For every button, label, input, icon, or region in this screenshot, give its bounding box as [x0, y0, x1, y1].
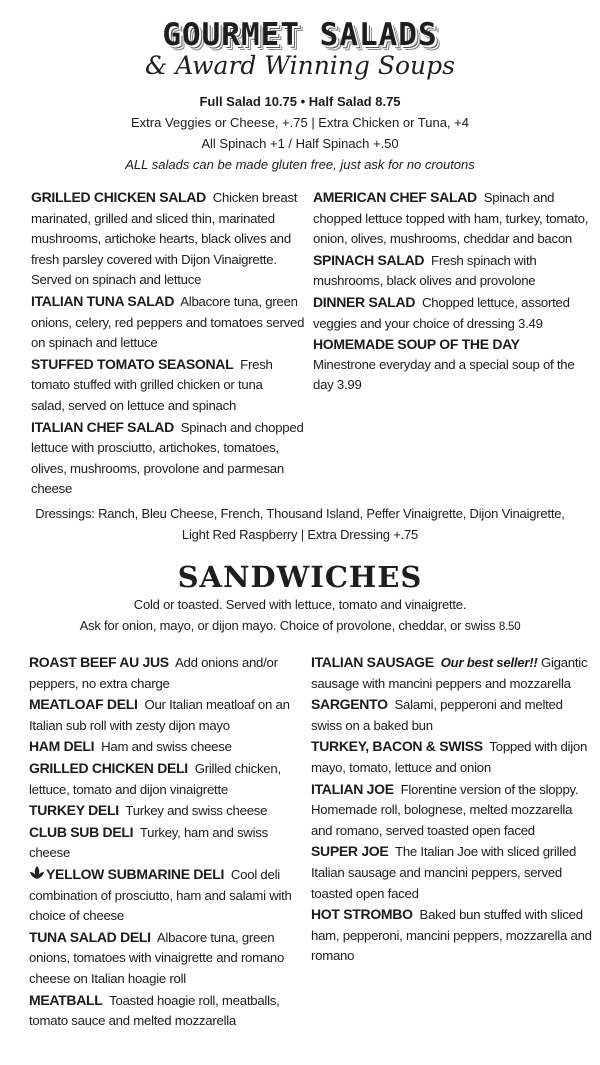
item-name: TURKEY, BACON & SWISS	[311, 738, 483, 755]
full-half-price: Full Salad 10.75 • Half Salad 8.75	[199, 94, 401, 109]
menu-item	[29, 927, 311, 990]
menu-item	[29, 758, 311, 800]
item-name: ITALIAN JOE	[311, 780, 394, 797]
item-description: Albacore tuna, green onions, celery, red peppers and tomatoes served on spinach and lettuce	[31, 293, 305, 351]
item-description: Turkey and swiss cheese	[125, 803, 268, 819]
item-description: The Italian Joe with sliced grilled Italian sausage and mancini peppers, served toasted open faced	[311, 844, 577, 901]
item-description: Toasted hoagie roll, meatballs, tomato sauce and melted mozzarella	[29, 992, 280, 1029]
item-description: Spinach and chopped lettuce with prosciutto, artichokes, tomatoes, olives, mushrooms, provolone and parmesan cheese	[31, 419, 304, 497]
item-description: Spinach and chopped lettuce topped with ham, turkey, tomato, onion, olives, mushrooms, cheddar and bacon	[313, 190, 589, 247]
menu-item	[311, 841, 593, 904]
item-description: Florentine version of the sloppy. Homemade roll, bolognese, melted mozzarella and romano, served toasted open faced	[311, 781, 579, 838]
sandwiches-intro	[0, 594, 600, 638]
item-name: DINNER SALAD	[313, 293, 416, 310]
menu-item	[31, 187, 313, 291]
item-name: ITALIAN TUNA SALAD	[31, 292, 175, 309]
menu-item	[29, 864, 311, 927]
item-description: Fresh spinach with mushrooms, black olives and provolone	[313, 252, 537, 289]
item-name: YELLOW SUBMARINE DELI	[46, 865, 225, 882]
item-name: ITALIAN CHEF SALAD	[31, 418, 174, 435]
item-name: GRILLED CHICKEN DELI	[29, 759, 188, 776]
menu-item	[311, 904, 593, 967]
menu-item	[29, 990, 311, 1032]
menu-item	[311, 694, 593, 736]
spinach-price: All Spinach +1 / Half Spinach +.50	[201, 136, 399, 151]
leaf-icon	[29, 866, 45, 880]
item-name: ROAST BEEF AU JUS	[29, 654, 169, 670]
sandwiches-right-column	[311, 652, 593, 967]
item-name: STUFFED TOMATO SEASONAL	[31, 355, 234, 372]
sandwiches-options: Ask for onion, mayo, or dijon mayo. Choice of provolone, cheddar, or swiss	[79, 618, 496, 633]
best-seller-tag: Our best seller!!	[440, 655, 538, 670]
item-description: Minestrone everyday and a special soup of the day 3.99	[313, 356, 575, 393]
item-name: HOMEMADE SOUP OF THE DAY	[313, 336, 520, 353]
menu-item	[29, 694, 311, 736]
item-description: Salami, pepperoni and melted swiss on a baked bun	[311, 697, 563, 733]
item-description: Our Italian meatloaf on an Italian sub roll with zesty dijon mayo	[29, 697, 290, 733]
salads-left-column	[31, 187, 313, 500]
item-description: Add onions and/or peppers, no extra charge	[29, 655, 278, 691]
menu-item	[311, 736, 593, 778]
item-description: Topped with dijon mayo, tomato, lettuce and onion	[311, 739, 588, 775]
gluten-free-note: ALL salads can be made gluten free, just ask for no croutons	[125, 157, 475, 172]
item-name: TUNA SALAD DELI	[29, 928, 151, 945]
item-name: GRILLED CHICKEN SALAD	[31, 189, 206, 205]
salads-right-column	[313, 187, 595, 396]
sandwiches-intro-line-2	[0, 615, 600, 638]
menu-item	[31, 417, 313, 500]
menu-item	[31, 354, 313, 417]
item-name: ITALIAN SAUSAGE	[311, 654, 434, 670]
item-description: Turkey, ham and swiss cheese	[29, 824, 268, 861]
sandwiches-title: SANDWICHES	[177, 560, 423, 594]
extras-price: Extra Veggies or Cheese, +.75 | Extra Chicken or Tuna, +4	[131, 115, 469, 130]
item-name: AMERICAN CHEF SALAD	[313, 189, 477, 205]
item-description: Grilled chicken, lettuce, tomato and dijon vinaigrette	[29, 760, 281, 797]
item-name: TURKEY DELI	[29, 802, 119, 819]
item-description: Gigantic sausage with mancini peppers and mozzarella	[311, 655, 588, 691]
item-name: HAM DELI	[29, 738, 95, 755]
menu-item	[311, 779, 593, 842]
salads-title: GOURMET SALADS	[162, 17, 438, 53]
item-description: Cool deli combination of prosciutto, ham and salami with choice of cheese	[29, 866, 292, 924]
item-description: Albacore tuna, green onions, tomatoes with vinaigrette and romano cheese on Italian hoagie roll	[29, 929, 285, 986]
item-description: Baked bun stuffed with sliced ham, pepperoni, mancini peppers, mozzarella and romano	[311, 907, 592, 964]
dressings-line-1: Dressings: Ranch, Bleu Cheese, French, Thousand Island, Peffer Vinaigrette, Dijon Vinaigrette,	[35, 506, 565, 521]
menu-item	[29, 652, 311, 694]
menu-item	[313, 187, 595, 250]
item-name: HOT STROMBO	[311, 906, 413, 923]
sandwiches-left-column	[29, 652, 311, 1032]
item-name: SUPER JOE	[311, 843, 389, 860]
menu-item	[313, 250, 595, 292]
salad-pricing	[0, 91, 600, 175]
sandwiches-intro-line-1: Cold or toasted. Served with lettuce, tomato and vinaigrette.	[133, 597, 467, 612]
menu-item	[311, 652, 593, 694]
item-name: MEATLOAF DELI	[29, 696, 138, 713]
menu-item	[29, 800, 311, 822]
sandwich-price: 8.50	[498, 621, 521, 633]
item-name: SARGENTO	[311, 696, 388, 713]
item-name: SPINACH SALAD	[313, 251, 425, 268]
dressings-list	[0, 503, 600, 545]
menu-item	[313, 292, 595, 334]
menu-item	[313, 334, 595, 396]
item-name: CLUB SUB DELI	[29, 823, 134, 840]
dressings-line-2: Light Red Raspberry | Extra Dressing +.75	[181, 527, 419, 542]
item-name: MEATBALL	[29, 991, 103, 1008]
item-description: Chicken breast marinated, grilled and sliced thin, marinated mushrooms, artichoke hearts, black olives and fresh parsley covered with Dijon Vinaigrette. Served on spinach and lettuce	[31, 190, 298, 288]
item-description: Chopped lettuce, assorted veggies and your choice of dressing 3.49	[313, 294, 570, 331]
menu-item	[31, 291, 313, 354]
item-description: Ham and swiss cheese	[101, 739, 232, 755]
soups-subtitle: & Award Winning Soups	[145, 51, 455, 80]
menu-item	[29, 822, 311, 864]
item-description: Fresh tomato stuffed with grilled chicken or tuna salad, served on lettuce and spinach	[31, 356, 273, 413]
menu-item	[29, 736, 311, 758]
